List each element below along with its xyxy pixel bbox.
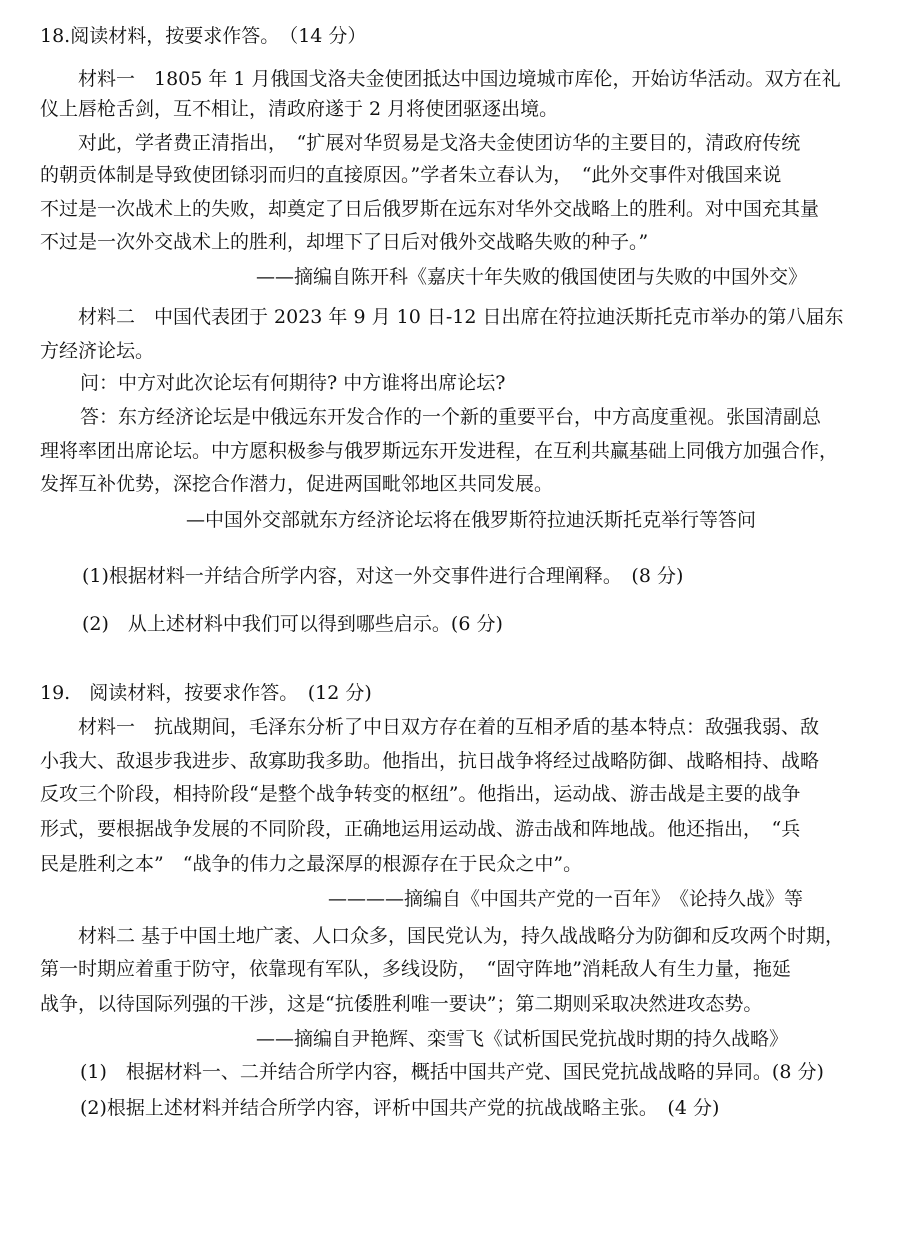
q19-subquestion-2: (2)根据上述材料并结合所学内容，评析中国共产党的抗战战略主张。 (4 分) (80, 1097, 720, 1119)
q19-material1-line2: 小我大、敌退步我进步、敌寡助我多助。他指出，抗日战争将经过战略防御、战略相持、战略 (40, 750, 820, 772)
q18-material2-answer-line1: 答：东方经济论坛是中俄远东开发合作的一个新的重要平台，中方高度重视。张国清副总 (80, 406, 822, 428)
q19-material1-source: ————摘编自《中国共产党的一百年》 《论持久战》等 (328, 888, 804, 910)
q18-material1-line2: 仪上唇枪舌剑，互不相让，清政府遂于 2 月将使团驱逐出境。 (40, 98, 559, 120)
q19-material2-line3: 战争，以待国际列强的干涉，这是“抗倭胜利唯一要诀”；第二期则采取决然进攻态势。 (40, 993, 763, 1015)
q18-material2-question: 问：中方对此次论坛有何期待? 中方谁将出席论坛? (80, 372, 506, 394)
q19-material2-line1: 材料二 基于中国土地广袤、人口众多，国民党认为，持久战战略分为防御和反攻两个时期， (78, 925, 845, 947)
q18-material2-answer-line2: 理将率团出席论坛。中方愿积极参与俄罗斯远东开发进程，在互利共赢基础上同俄方加强合作， (40, 440, 839, 462)
q19-title: 19. 阅读材料，按要求作答。 (12 分) (40, 682, 372, 704)
q18-material1-line6: 不过是一次外交战术上的胜利，却埋下了日后对俄外交战略失败的种子。” (40, 231, 649, 253)
q19-material1-line5: 民是胜利之本” “战争的伟力之最深厚的根源存在于民众之中”。 (40, 853, 583, 875)
q18-subquestion-1: (1)根据材料一并结合所学内容，对这一外交事件进行合理阐释。 (8 分) (82, 565, 684, 587)
q18-material2-line1: 材料二 中国代表团于 2023 年 9 月 10 日-12 日出席在符拉迪沃斯托克市举办的第八届东 (78, 306, 844, 328)
q18-material1-source: ——摘编自陈开科《嘉庆十年失败的俄国使团与失败的中国外交》 (256, 266, 808, 288)
q18-material1-line3: 对此，学者费正清指出， “扩展对华贸易是戈洛夫金使团访华的主要目的，清政府传统 (78, 132, 801, 154)
q19-material1-line3: 反攻三个阶段，相持阶段“是整个战争转变的枢纽”。他指出，运动战、游击战是主要的战争 (40, 783, 801, 805)
q18-material2-source: —中国外交部就东方经济论坛将在俄罗斯符拉迪沃斯托克举行等答问 (186, 509, 757, 531)
q18-material1-line4: 的朝贡体制是导致使团铩羽而归的直接原因。”学者朱立春认为， “此外交事件对俄国来说 (40, 164, 782, 186)
q19-material2-line2: 第一时期应着重于防守，依靠现有军队，多线设防， “固守阵地”消耗敌人有生力量，拖延 (40, 958, 791, 980)
q18-material1-line5: 不过是一次战术上的失败，却奠定了日后俄罗斯在远东对华外交战略上的胜利。对中国充其量 (40, 198, 820, 220)
q18-title: 18.阅读材料，按要求作答。 （14 分） (40, 25, 367, 47)
q19-material2-source: ——摘编自尹艳辉、栾雪飞《试析国民党抗战时期的持久战略》 (256, 1028, 789, 1050)
q18-subquestion-2: (2) 从上述材料中我们可以得到哪些启示。(6 分) (82, 613, 503, 635)
q18-material2-line2: 方经济论坛。 (40, 340, 155, 362)
q19-material1-line1: 材料一 抗战期间，毛泽东分析了中日双方存在着的互相矛盾的基本特点：敌强我弱、敌 (78, 716, 820, 738)
q19-subquestion-1: (1) 根据材料一、二并结合所学内容，概括中国共产党、国民党抗战战略的异同。(8 分) (80, 1061, 824, 1083)
q19-material1-line4: 形式，要根据战争发展的不同阶段，正确地运用运动战、游击战和阵地战。他还指出， “兵 (40, 818, 801, 840)
q18-material1-line1: 材料一 1805 年 1 月俄国戈洛夫金使团抵达中国边境城市库伦，开始访华活动。双方在礼 (78, 68, 841, 90)
q18-material2-answer-line3: 发挥互补优势，深挖合作潜力，促进两国毗邻地区共同发展。 (40, 473, 554, 495)
